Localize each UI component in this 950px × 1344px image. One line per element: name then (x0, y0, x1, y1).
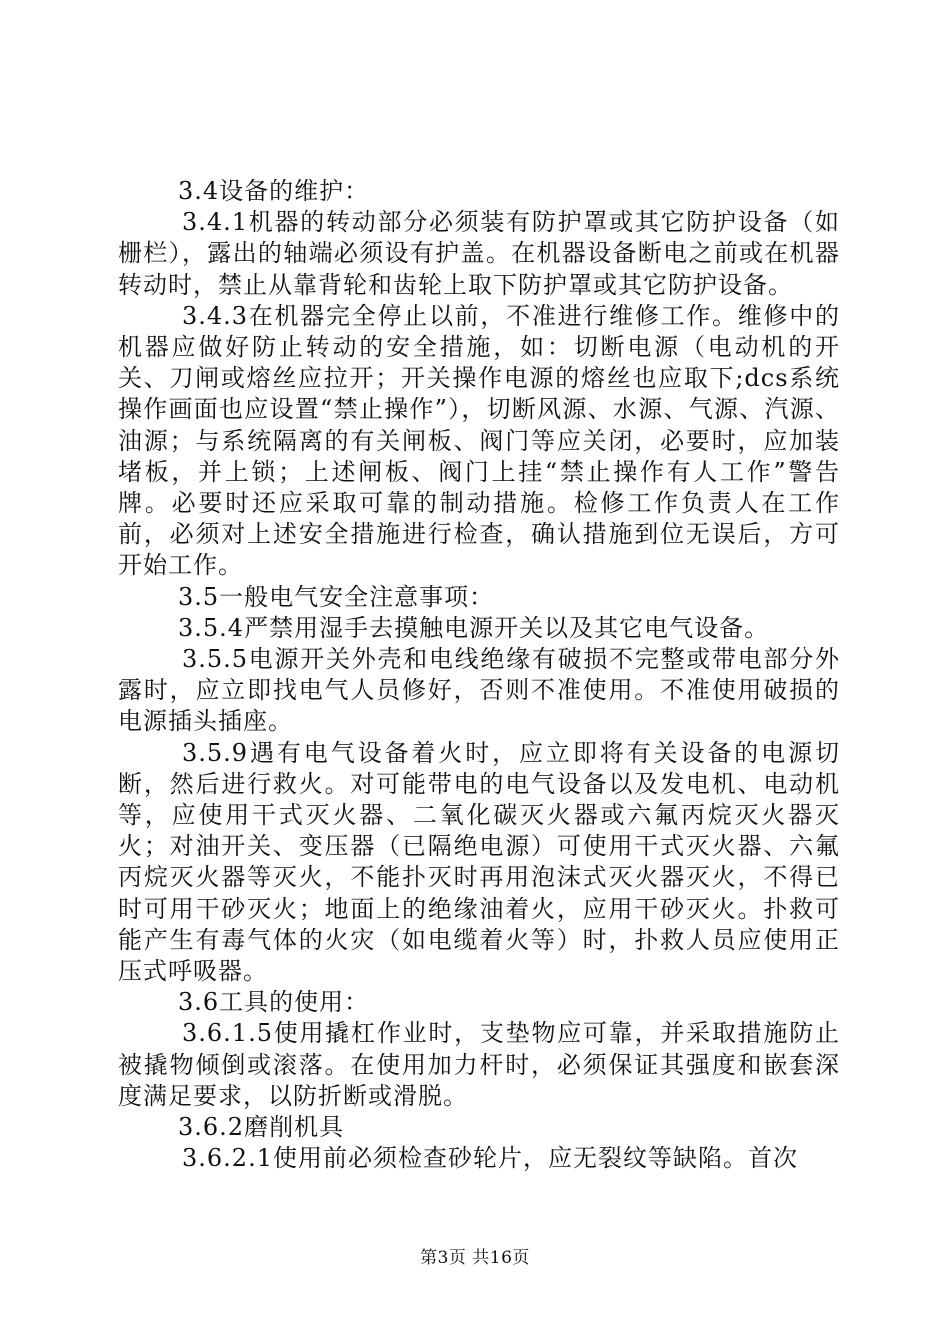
paragraph-3-5-5: 3.5.5电源开关外壳和电线绝缘有破损不完整或带电部分外露时，应立即找电气人员修好，否则不准使用。不准使用破损的电源插头插座。 (118, 645, 840, 736)
paragraph-3-5-4: 3.5.4严禁用湿手去摸触电源开关以及其它电气设备。 (178, 613, 770, 642)
heading-3-5: 3.5一般电气安全注意事项： (178, 582, 495, 611)
paragraph-3-6-1-5: 3.6.1.5使用撬杠作业时，支垫物应可靠，并采取措施防止被撬物倾倒或滚落。在使用加力杆时，必须保证其强度和嵌套深度满足要求，以防折断或滑脱。 (118, 1019, 840, 1110)
heading-3-6-2: 3.6.2磨削机具 (178, 1113, 345, 1142)
page-footer: 第3页 共16页 (420, 1248, 530, 1268)
heading-3-4: 3.4设备的维护： (178, 177, 370, 205)
heading-3-6: 3.6工具的使用： (178, 988, 370, 1017)
paragraph-3-5-9: 3.5.9遇有电气设备着火时，应立即将有关设备的电源切断，然后进行救火。对可能带电的电气设备以及发电机、电动机等，应使用干式灭火器、二氧化碳灭火器或六氟丙烷灭火器灭火；对油开关、变压器（已隔绝电源）可使用干式灭火器、六氟丙烷灭火器等灭火，不能扑灭时再用泡沫式灭火器灭火，不得已时可用干砂灭火；地面上的绝缘油着火，应用干砂灭火。扑救可能产生有毒气体的火灾（如电缆着火等）时，扑救人员应使用正压式呼吸器。 (118, 738, 840, 986)
paragraph-3-4-1: 3.4.1机器的转动部分必须装有防护罩或其它防护设备（如栅栏），露出的轴端必须设有护盖。在机器设备断电之前或在机器转动时，禁止从靠背轮和齿轮上取下防护罩或其它防护设备。 (118, 208, 840, 299)
paragraph-3-6-2-1: 3.6.2.1使用前必须检查砂轮片，应无裂纹等缺陷。首次 (182, 1144, 798, 1173)
paragraph-3-4-3: 3.4.3在机器完全停止以前，不准进行维修工作。维修中的机器应做好防止转动的安全措施，如：切断电源（电动机的开关、刀闸或熔丝应拉开；开关操作电源的熔丝也应取下;dcs系统操作画面也应设置“禁止操作”），切断风源、水源、气源、汽源、油源；与系统隔离的有关闸板、阀门等应关闭，必要时，应加装堵板，并上锁；上述闸板、阀门上挂“禁止操作有人工作”警告牌。必要时还应采取可靠的制动措施。检修工作负责人在工作前，必须对上述安全措施进行检查，确认措施到位无误后，方可开始工作。 (118, 301, 840, 580)
document-body (118, 176, 840, 1175)
